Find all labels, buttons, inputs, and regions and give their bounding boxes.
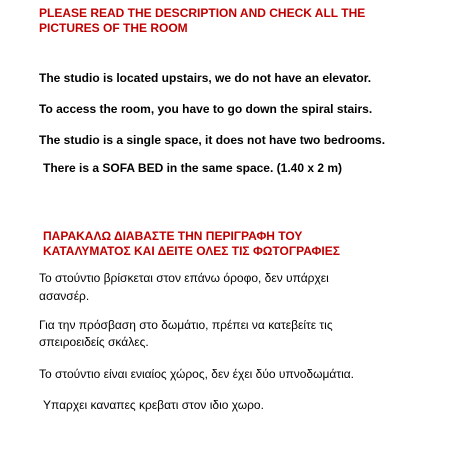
greek-paragraph-stairs-line-1: Για την πρόσβαση στο δωμάτιο, πρέπει να κατεβείτε τις bbox=[39, 318, 333, 332]
english-heading-line-2: PICTURES OF THE ROOM bbox=[39, 21, 188, 35]
english-paragraph-spiral-stairs: To access the room, you have to go down the spiral stairs. bbox=[39, 102, 373, 116]
english-heading-line-1: PLEASE READ THE DESCRIPTION AND CHECK ALL THE bbox=[39, 6, 366, 20]
english-paragraph-upstairs: The studio is located upstairs, we do not have an elevator. bbox=[39, 71, 372, 85]
greek-heading-line-1: ΠΑΡΑΚΑΛΩ ΔΙΑΒΑΣΤΕ ΤΗΝ ΠΕΡΙΓΡΑΦΗ ΤΟΥ bbox=[43, 229, 303, 243]
greek-paragraph-upstairs-line-1: Το στούντιο βρίσκεται στον επάνω όροφο, δεν υπάρχει bbox=[39, 271, 329, 285]
greek-paragraph-single-space: Το στούντιο είναι ενιαίος χώρος, δεν έχει δύο υπνοδωμάτια. bbox=[39, 367, 355, 381]
greek-heading-line-2: ΚΑΤΑΛΥΜΑΤΟΣ ΚΑΙ ΔΕΙΤΕ ΟΛΕΣ ΤΙΣ ΦΩΤΟΓΡΑΦΙΕΣ bbox=[43, 244, 340, 258]
greek-paragraph-upstairs-line-2: ασανσέρ. bbox=[39, 289, 90, 303]
english-paragraph-single-space: The studio is a single space, it does not have two bedrooms. bbox=[39, 133, 386, 147]
greek-paragraph-stairs-line-2: σπειροειδείς σκάλες. bbox=[39, 335, 149, 349]
greek-paragraph-sofa-bed: Υπαρχει καναπες κρεβατι στον ιδιο χωρο. bbox=[43, 398, 264, 412]
english-paragraph-sofa-bed: There is a SOFA BED in the same space. (1.40 x 2 m) bbox=[43, 161, 343, 175]
